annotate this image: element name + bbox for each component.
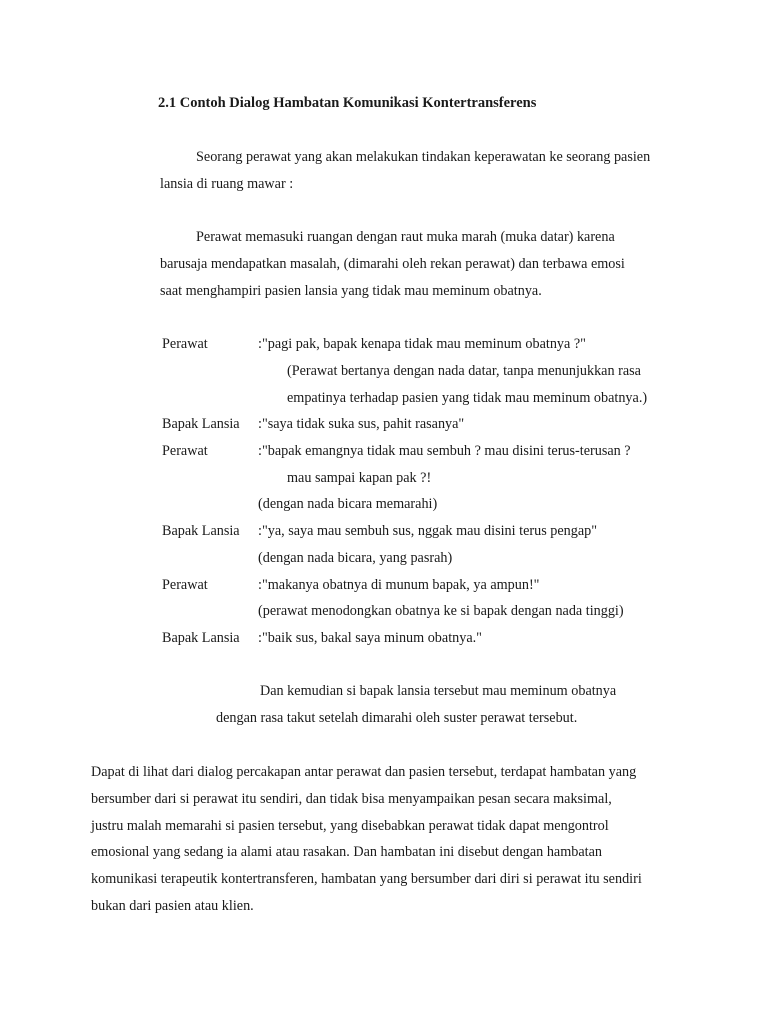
section-heading: 2.1 Contoh Dialog Hambatan Komunikasi Kontertransferens: [158, 95, 537, 111]
dialog-speaker: Bapak Lansia: [162, 630, 240, 646]
dialog-line: :"pagi pak, bapak kenapa tidak mau meminum obatnya ?": [258, 336, 586, 352]
dialog-speaker: Bapak Lansia: [162, 416, 240, 432]
dialog-speaker: Perawat: [162, 577, 208, 593]
dialog-line: :"bapak emangnya tidak mau sembuh ? mau disini terus-terusan ?: [258, 443, 631, 459]
closing-line-1: Dan kemudian si bapak lansia tersebut mau meminum obatnya: [260, 683, 617, 699]
dialog-line: mau sampai kapan pak ?!: [287, 470, 432, 486]
dialog-speaker: Perawat: [162, 336, 208, 352]
dialog-line: (dengan nada bicara, yang pasrah): [258, 550, 453, 566]
conclusion-line: Dapat di lihat dari dialog percakapan antar perawat dan pasien tersebut, terdapat hambatan yang: [91, 764, 637, 780]
dialog-line: (dengan nada bicara memarahi): [258, 496, 438, 512]
intro-line-2: lansia di ruang mawar :: [160, 176, 294, 192]
context-line-1: Perawat memasuki ruangan dengan raut muka marah (muka datar) karena: [196, 229, 615, 245]
context-line-3: saat menghampiri pasien lansia yang tidak mau meminum obatnya.: [160, 283, 542, 299]
intro-line-1: Seorang perawat yang akan melakukan tindakan keperawatan ke seorang pasien: [196, 149, 651, 165]
dialog-speaker: Perawat: [162, 443, 208, 459]
dialog-line: :"saya tidak suka sus, pahit rasanya": [258, 416, 465, 432]
conclusion-line: justru malah memarahi si pasien tersebut, yang disebabkan perawat tidak dapat mengontrol: [91, 818, 609, 834]
dialog-line: :"baik sus, bakal saya minum obatnya.": [258, 630, 482, 646]
conclusion-line: bukan dari pasien atau klien.: [91, 898, 254, 914]
closing-line-2: dengan rasa takut setelah dimarahi oleh suster perawat tersebut.: [216, 710, 578, 726]
dialog-line: (perawat menodongkan obatnya ke si bapak dengan nada tinggi): [258, 603, 624, 619]
conclusion-line: bersumber dari si perawat itu sendiri, dan tidak bisa menyampaikan pesan secara maksimal,: [91, 791, 612, 807]
dialog-line: empatinya terhadap pasien yang tidak mau meminum obatnya.): [287, 390, 648, 406]
conclusion-line: komunikasi terapeutik kontertransferen, hambatan yang bersumber dari diri si perawat itu sendiri: [91, 871, 642, 887]
dialog-line: (Perawat bertanya dengan nada datar, tanpa menunjukkan rasa: [287, 363, 641, 379]
conclusion-line: emosional yang sedang ia alami atau rasakan. Dan hambatan ini disebut dengan hambatan: [91, 844, 602, 860]
context-line-2: barusaja mendapatkan masalah, (dimarahi oleh rekan perawat) dan terbawa emosi: [160, 256, 625, 272]
dialog-speaker: Bapak Lansia: [162, 523, 240, 539]
dialog-line: :"makanya obatnya di munum bapak, ya ampun!": [258, 577, 540, 593]
dialog-line: :"ya, saya mau sembuh sus, nggak mau disini terus pengap": [258, 523, 598, 539]
